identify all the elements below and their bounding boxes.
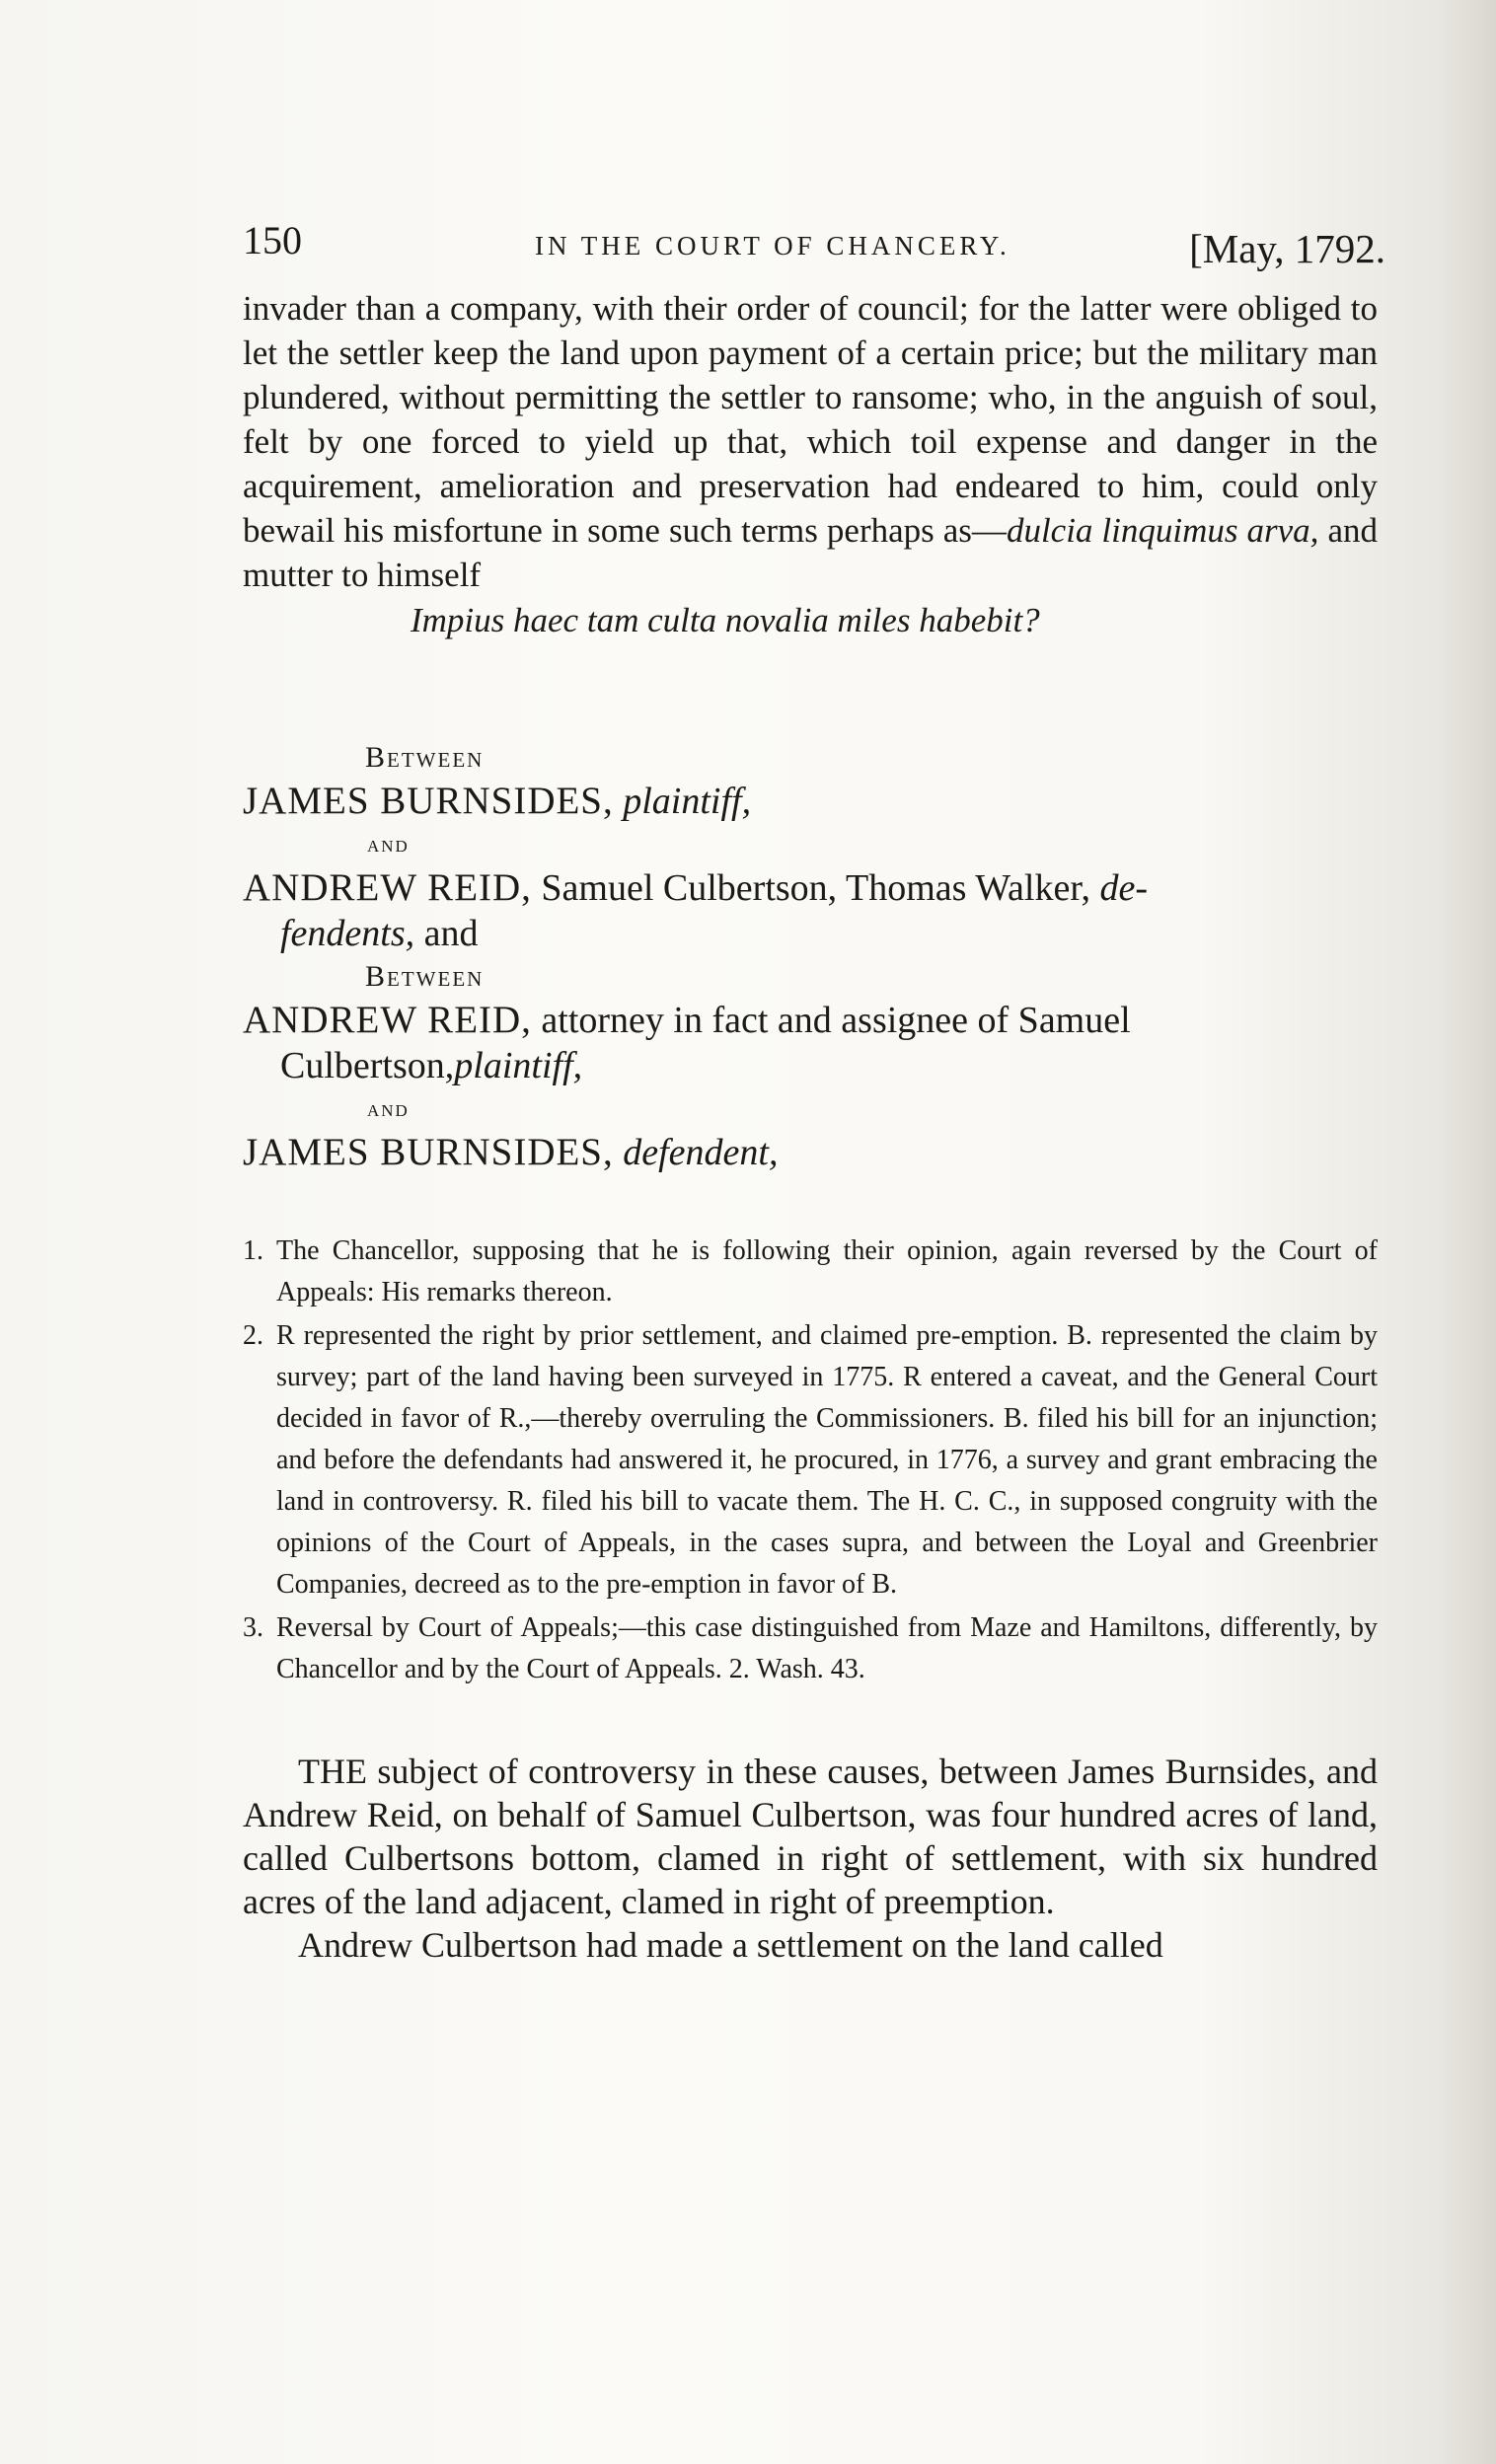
latin-verse: Impius haec tam culta novalia miles habebit? <box>411 601 1040 639</box>
headnote-number: 3. <box>243 1612 263 1643</box>
party-tail: and <box>414 913 479 954</box>
party-continuation <box>243 911 1378 956</box>
between-label: Between <box>365 960 485 993</box>
running-head-date: [May, 1792. <box>1189 226 1385 271</box>
running-head <box>243 217 1385 276</box>
running-head-title: IN THE COURT OF CHANCERY. <box>535 231 1010 261</box>
party-defendants-1 <box>243 865 1378 956</box>
opening-text-b: and mutter to himself <box>243 511 1378 594</box>
opening-text <box>243 286 1378 597</box>
party-role: fendents, <box>280 913 415 954</box>
party-name: ANDREW REID, <box>243 999 532 1041</box>
opening-text-a: invader than a company, with their order of council; for the latter were obliged to let the settler keep the land upon payment of a certain price; but the military man plundered, without permitting the settler to ransome; who, in the anguish of soul, felt by one forced to yield up that, which toil expense and danger in the acquirement, amelioration and preservation had endeared to him, could only bewail his misfortune in some such terms perhaps as— <box>243 289 1378 550</box>
party-role: de- <box>1099 867 1149 909</box>
party-other-names: Samuel Culbertson, Thomas Walker, <box>531 867 1100 909</box>
party-name: JAMES BURNSIDES, <box>243 1131 614 1173</box>
headnote-item <box>243 1315 1378 1605</box>
between-label: Between <box>365 741 485 774</box>
headnote-item <box>243 1607 1378 1690</box>
opening-latin-quote: dulcia linquimus arva, <box>1006 511 1319 550</box>
case-parties <box>243 741 1378 1175</box>
page-content <box>243 217 1385 1967</box>
party-defendant-2 <box>243 1130 1378 1175</box>
party-role: plaintiff, <box>623 781 752 822</box>
headnote-number: 2. <box>243 1320 263 1351</box>
page-number: 150 <box>243 218 302 262</box>
headnote-number: 1. <box>243 1235 263 1266</box>
party-plaintiff-1 <box>243 779 1378 824</box>
party-continuation <box>243 1043 1378 1088</box>
headnote-text: The Chancellor, supposing that he is following their opinion, again reversed by the Court of Appeals: His remarks thereon. <box>276 1235 1378 1307</box>
party-name: JAMES BURNSIDES, <box>243 780 614 822</box>
body-paragraph: THE subject of controversy in these causes, between James Burnsides, and Andrew Reid, on behalf of Samuel Culbertson, was four hundred acres of land, called Culbertsons bottom, clamed in right of settlement, with six hundred acres of the land adjacent, clamed in right of preemption. <box>243 1752 1378 1921</box>
party-plaintiff-2 <box>243 998 1378 1088</box>
headnote-text: Reversal by Court of Appeals;—this case distinguished from Maze and Hamiltons, differently, by Chancellor and by the Court of Appeals. 2. Wash. 43. <box>276 1612 1378 1684</box>
party-description-cont: Culbertson, <box>280 1045 455 1086</box>
party-description: attorney in fact and assignee of Samuel <box>531 1000 1131 1041</box>
party-role: plaintiff, <box>454 1045 583 1086</box>
headnote-item <box>243 1231 1378 1313</box>
opening-paragraph <box>243 286 1378 642</box>
headnote-text: R represented the right by prior settlement, and claimed pre-emption. B. represented the claim by survey; part of the land having been surveyed in 1775. R entered a caveat, and the General Court decided in favor of R.,—thereby overruling the Commissioners. B. filed his bill for an injunction; and before the defendants had answered it, he procured, in 1776, a survey and grant embracing the land in controversy. R. filed his bill to vacate them. The H. C. C., in supposed congruity with the opinions of the Court of Appeals, in the cases supra, and between the Loyal and Greenbrier Companies, decreed as to the pre-emption in favor of B. <box>276 1320 1378 1600</box>
body-paragraph: Andrew Culbertson had made a settlement on the land called <box>298 1925 1163 1965</box>
and-label: and <box>367 832 410 858</box>
party-name: ANDREW REID, <box>243 866 532 909</box>
headnotes <box>243 1231 1378 1690</box>
body-text <box>243 1750 1378 1967</box>
and-label: and <box>367 1096 410 1122</box>
party-role: defendent, <box>623 1132 779 1173</box>
